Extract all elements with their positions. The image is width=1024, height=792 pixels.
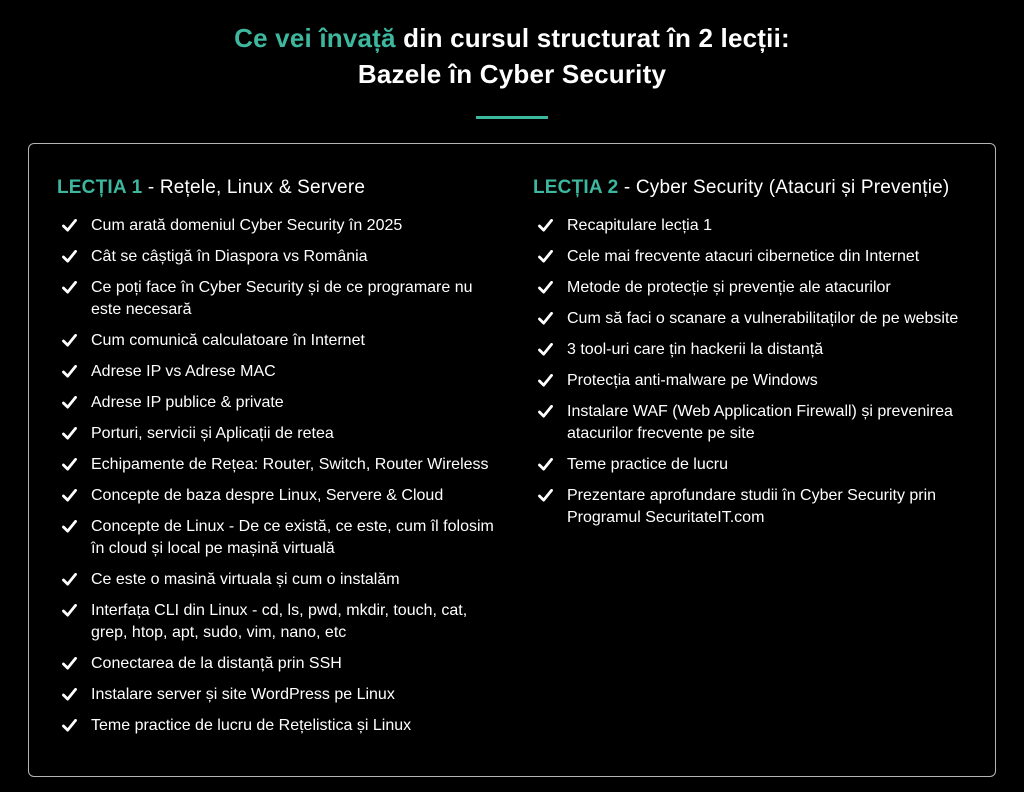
list-item <box>62 715 505 737</box>
title-divider <box>476 116 548 119</box>
list-item-text: Recapitulare lecția 1 <box>567 217 712 234</box>
check-icon <box>62 281 77 294</box>
lesson-1-title: - Rețele, Linux & Servere <box>147 177 366 198</box>
lesson-2-label: LECȚIA 2 <box>533 177 619 198</box>
check-icon <box>538 312 553 325</box>
list-item <box>538 485 967 529</box>
check-icon <box>62 219 77 232</box>
check-icon <box>62 427 77 440</box>
list-item-text: Cum arată domeniul Cyber Security în 2025 <box>91 217 403 234</box>
list-item <box>538 215 967 237</box>
list-item-text: Cum să faci o scanare a vulnerabilitaților de pe website <box>567 310 959 327</box>
list-item <box>538 339 967 361</box>
list-item-text: Instalare WAF (Web Application Firewall) și prevenirea atacurilor frecvente pe site <box>567 403 953 442</box>
lesson-2-title: - Cyber Security (Atacuri și Prevenție) <box>623 177 950 198</box>
check-icon <box>538 281 553 294</box>
lesson-1-items <box>57 215 505 737</box>
list-item <box>538 277 967 299</box>
list-item <box>62 454 505 476</box>
list-item-text: Adrese IP publice & private <box>91 394 284 411</box>
list-item <box>62 516 505 560</box>
list-item <box>62 246 505 268</box>
title-line-2: Bazele în Cyber Security <box>357 59 667 89</box>
section-title <box>0 20 1024 92</box>
check-icon <box>62 688 77 701</box>
list-item-text: Echipamente de Rețea: Router, Switch, Router Wireless <box>91 456 489 473</box>
check-icon <box>62 365 77 378</box>
title-highlight: Ce vei învață <box>234 23 396 53</box>
curriculum-card <box>28 143 996 777</box>
list-item <box>538 454 967 476</box>
list-item-text: Cele mai frecvente atacuri cibernetice din Internet <box>567 248 920 265</box>
check-icon <box>538 343 553 356</box>
list-item-text: Instalare server și site WordPress pe Linux <box>91 686 395 703</box>
check-icon <box>538 489 553 502</box>
check-icon <box>538 405 553 418</box>
lesson-1-column <box>57 174 505 776</box>
title-line-1 <box>0 20 1024 56</box>
list-item-text: Teme practice de lucru <box>567 456 728 473</box>
check-icon <box>538 250 553 263</box>
list-item-text: Teme practice de lucru de Rețelistica și Linux <box>91 717 412 734</box>
list-item-text: Ce este o masină virtuala și cum o instalăm <box>91 571 400 588</box>
list-item <box>62 392 505 414</box>
list-item <box>62 684 505 706</box>
lesson-1-label: LECȚIA 1 <box>57 177 143 198</box>
section-header <box>0 0 1024 119</box>
lesson-2-items <box>533 215 967 529</box>
list-item-text: Ce poți face în Cyber Security și de ce programare nu este necesară <box>91 279 473 318</box>
check-icon <box>62 657 77 670</box>
list-item-text: Conectarea de la distanță prin SSH <box>91 655 342 672</box>
list-item <box>62 423 505 445</box>
check-icon <box>62 520 77 533</box>
list-item-text: Prezentare aprofundare studii în Cyber Security prin Programul SecuritateIT.com <box>567 487 937 526</box>
list-item-text: Protecția anti-malware pe Windows <box>567 372 818 389</box>
list-item <box>62 215 505 237</box>
lesson-2-column <box>533 174 967 776</box>
list-item <box>62 485 505 507</box>
check-icon <box>62 396 77 409</box>
list-item <box>538 401 967 445</box>
lesson-2-heading <box>533 174 967 201</box>
list-item-text: 3 tool-uri care țin hackerii la distanță <box>567 341 824 358</box>
lesson-1-heading <box>57 174 505 201</box>
list-item-text: Cât se câștigă în Diaspora vs România <box>91 248 368 265</box>
list-item <box>62 569 505 591</box>
list-item-text: Concepte de baza despre Linux, Servere & Cloud <box>91 487 444 504</box>
list-item <box>62 361 505 383</box>
list-item <box>538 246 967 268</box>
list-item <box>62 653 505 675</box>
check-icon <box>538 374 553 387</box>
title-rest: din cursul structurat în 2 lecții: <box>395 23 790 53</box>
check-icon <box>538 219 553 232</box>
list-item <box>538 308 967 330</box>
check-icon <box>62 604 77 617</box>
list-item <box>62 600 505 644</box>
check-icon <box>538 458 553 471</box>
list-item-text: Adrese IP vs Adrese MAC <box>91 363 276 380</box>
list-item <box>538 370 967 392</box>
check-icon <box>62 334 77 347</box>
check-icon <box>62 489 77 502</box>
list-item <box>62 277 505 321</box>
list-item-text: Porturi, servicii și Aplicații de retea <box>91 425 334 442</box>
check-icon <box>62 719 77 732</box>
list-item <box>62 330 505 352</box>
list-item-text: Interfața CLI din Linux - cd, ls, pwd, mkdir, touch, cat, grep, htop, apt, sudo, vim, nano, etc <box>91 602 468 641</box>
list-item-text: Cum comunică calculatoare în Internet <box>91 332 365 349</box>
check-icon <box>62 250 77 263</box>
list-item-text: Metode de protecție și prevenție ale atacurilor <box>567 279 891 296</box>
check-icon <box>62 458 77 471</box>
check-icon <box>62 573 77 586</box>
list-item-text: Concepte de Linux - De ce există, ce este, cum îl folosim în cloud și local pe mașină virtuală <box>91 518 494 557</box>
